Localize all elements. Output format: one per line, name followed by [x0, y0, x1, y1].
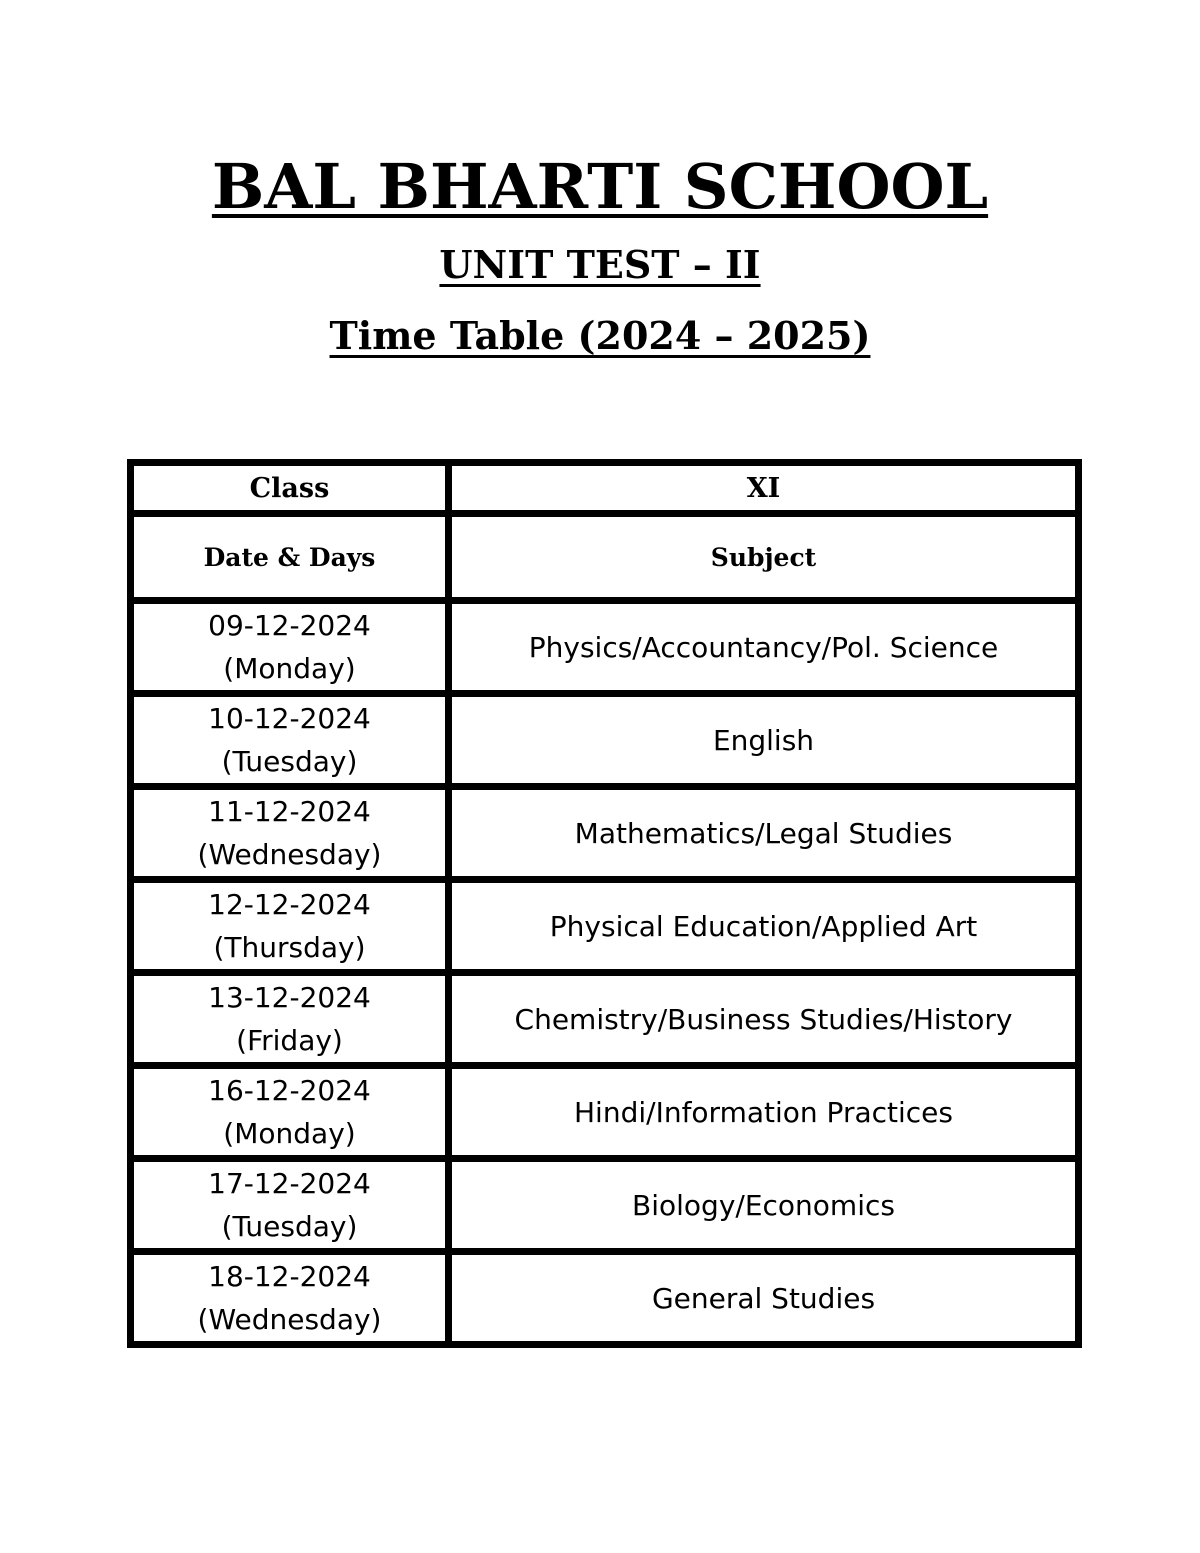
subject-cell: General Studies	[449, 1252, 1079, 1345]
table-row	[131, 880, 1079, 973]
exam-day: (Tuesday)	[221, 745, 358, 778]
table-row	[131, 694, 1079, 787]
table-row	[131, 601, 1079, 694]
class-label: Class	[131, 463, 449, 514]
exam-day: (Monday)	[223, 652, 356, 685]
date-header: Date & Days	[131, 514, 449, 601]
table-row	[131, 787, 1079, 880]
subject-cell: Hindi/Information Practices	[449, 1066, 1079, 1159]
exam-date: 17-12-2024	[208, 1167, 371, 1200]
timetable-container	[127, 459, 1075, 1348]
date-cell	[131, 1066, 449, 1159]
date-cell	[131, 880, 449, 973]
exam-date: 10-12-2024	[208, 702, 371, 735]
table-row	[131, 1252, 1079, 1345]
timetable-title: Time Table (2024 – 2025)	[329, 313, 871, 358]
table-row	[131, 1159, 1079, 1252]
school-name: BAL BHARTI SCHOOL	[211, 150, 989, 223]
exam-date: 12-12-2024	[208, 888, 371, 921]
subject-cell: Mathematics/Legal Studies	[449, 787, 1079, 880]
exam-date: 18-12-2024	[208, 1260, 371, 1293]
subject-cell: Biology/Economics	[449, 1159, 1079, 1252]
exam-day: (Wednesday)	[197, 1303, 382, 1336]
date-cell	[131, 787, 449, 880]
exam-day: (Monday)	[223, 1117, 356, 1150]
table-row	[131, 1066, 1079, 1159]
exam-date: 16-12-2024	[208, 1074, 371, 1107]
exam-date: 11-12-2024	[208, 795, 371, 828]
exam-name: UNIT TEST – II	[439, 242, 761, 287]
exam-date: 13-12-2024	[208, 981, 371, 1014]
subject-cell: English	[449, 694, 1079, 787]
exam-day: (Tuesday)	[221, 1210, 358, 1243]
date-cell	[131, 973, 449, 1066]
date-cell	[131, 1252, 449, 1345]
exam-day: (Thursday)	[213, 931, 366, 964]
date-cell	[131, 601, 449, 694]
subject-cell: Physical Education/Applied Art	[449, 880, 1079, 973]
exam-day: (Friday)	[236, 1024, 343, 1057]
timetable	[127, 459, 1082, 1348]
date-cell	[131, 1159, 449, 1252]
date-cell	[131, 694, 449, 787]
class-row	[131, 463, 1079, 514]
column-header-row	[131, 514, 1079, 601]
table-row	[131, 973, 1079, 1066]
subject-cell: Physics/Accountancy/Pol. Science	[449, 601, 1079, 694]
exam-date: 09-12-2024	[208, 609, 371, 642]
class-value: XI	[449, 463, 1079, 514]
exam-day: (Wednesday)	[197, 838, 382, 871]
subject-cell: Chemistry/Business Studies/History	[449, 973, 1079, 1066]
subject-header: Subject	[449, 514, 1079, 601]
